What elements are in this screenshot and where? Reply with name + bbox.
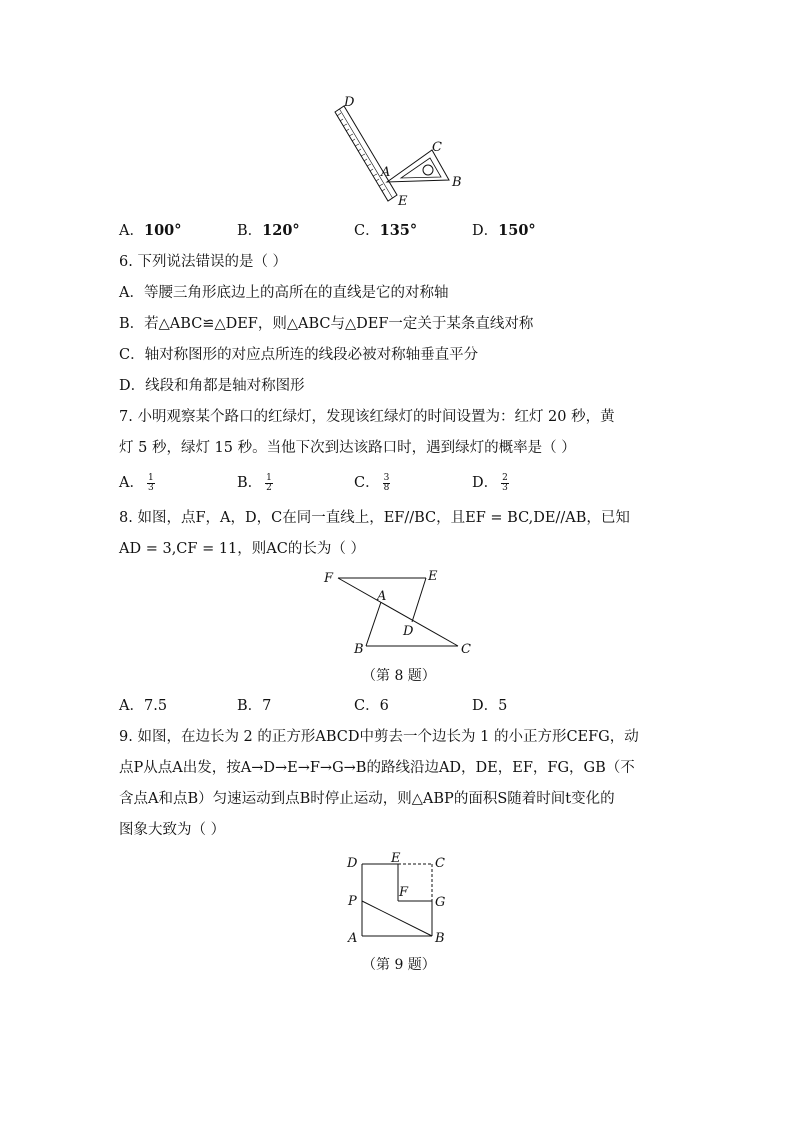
q6-option-b[interactable]: B．若△ABC≌△DEF，则△ABC与△DEF一定关于某条直线对称 [119,316,534,332]
q5-option-a[interactable]: A．100° [119,222,182,239]
q9-figure [342,850,452,948]
q6-stem: 6. 下列说法错误的是（ ） [119,254,288,270]
q5-label-B: B [452,175,462,190]
q7-option-a[interactable]: A． $\frac{1}{3}$ [119,472,154,493]
q7-stem-line2: 灯 5 秒，绿灯 15 秒。当他下次到达该路口时，遇到绿灯的概率是（ ） [119,440,576,456]
q8-option-d[interactable]: D．5 [472,698,508,714]
q8-option-c[interactable]: C．6 [354,698,389,714]
q8-label-F: F [324,571,334,586]
q8-label-A: A [377,589,387,604]
q7-option-b[interactable]: B． $\frac{1}{2}$ [237,472,272,493]
q5-label-A: A [381,165,391,180]
q9-caption: （第 9 题） [362,957,436,973]
q9-label-E: E [391,851,401,866]
q9-label-B: B [435,931,445,946]
q9-stem-line3: 含点A和点B）匀速运动到点B时停止运动，则△ABP的面积S随着时间t变化的 [119,791,615,807]
q8-stem-line2: AD = 3,CF = 11，则AC的长为（ ） [119,541,365,557]
q5-label-D: D [344,95,355,110]
q7-stem-line1: 7. 小明观察某个路口的红绿灯，发现该红绿灯的时间设置为：红灯 20 秒，黄 [119,409,615,425]
q9-label-C: C [435,856,445,871]
q5-option-d[interactable]: D．150° [472,222,536,239]
q7-option-d[interactable]: D． $\frac{2}{3}$ [472,472,508,493]
q8-figure [318,566,478,658]
q9-label-F: F [399,885,409,900]
q5-label-E: E [398,194,408,209]
q9-stem-line2: 点P从点A出发，按A→D→E→F→G→B的路线沿边AD，DE，EF，FG，GB（不 [119,760,635,776]
ruler-shape [335,106,397,201]
q8-label-C: C [461,642,471,657]
q9-label-G: G [435,895,446,910]
q5-option-b[interactable]: B．120° [237,222,300,239]
q5-option-c[interactable]: C．135° [354,222,418,239]
q8-caption: （第 8 题） [362,668,436,684]
q8-option-a[interactable]: A．7.5 [119,698,168,714]
q9-label-D: D [347,856,358,871]
q9-stem-line1: 9. 如图，在边长为 2 的正方形ABCD中剪去一个边长为 1 的小正方形CEFG，动 [119,729,639,745]
q8-label-D: D [403,624,414,639]
q8-label-E: E [428,569,438,584]
q8-stem-line1: 8. 如图，点F，A，D，C在同一直线上，EF//BC，且EF = BC,DE//AB，已知 [119,510,630,526]
q8-option-b[interactable]: B．7 [237,698,272,714]
q9-label-P: P [348,894,357,909]
q6-option-d[interactable]: D．线段和角都是轴对称图形 [119,378,305,394]
q5-figure [325,92,475,212]
q6-option-c[interactable]: C．轴对称图形的对应点所连的线段必被对称轴垂直平分 [119,347,479,363]
q9-label-A: A [348,931,358,946]
q6-option-a[interactable]: A．等腰三角形底边上的高所在的直线是它的对称轴 [119,285,449,301]
q8-label-B: B [354,642,364,657]
q9-stem-line4: 图象大致为（ ） [119,822,226,838]
q7-option-c[interactable]: C． $\frac{3}{8}$ [354,472,390,493]
q5-label-C: C [432,140,442,155]
